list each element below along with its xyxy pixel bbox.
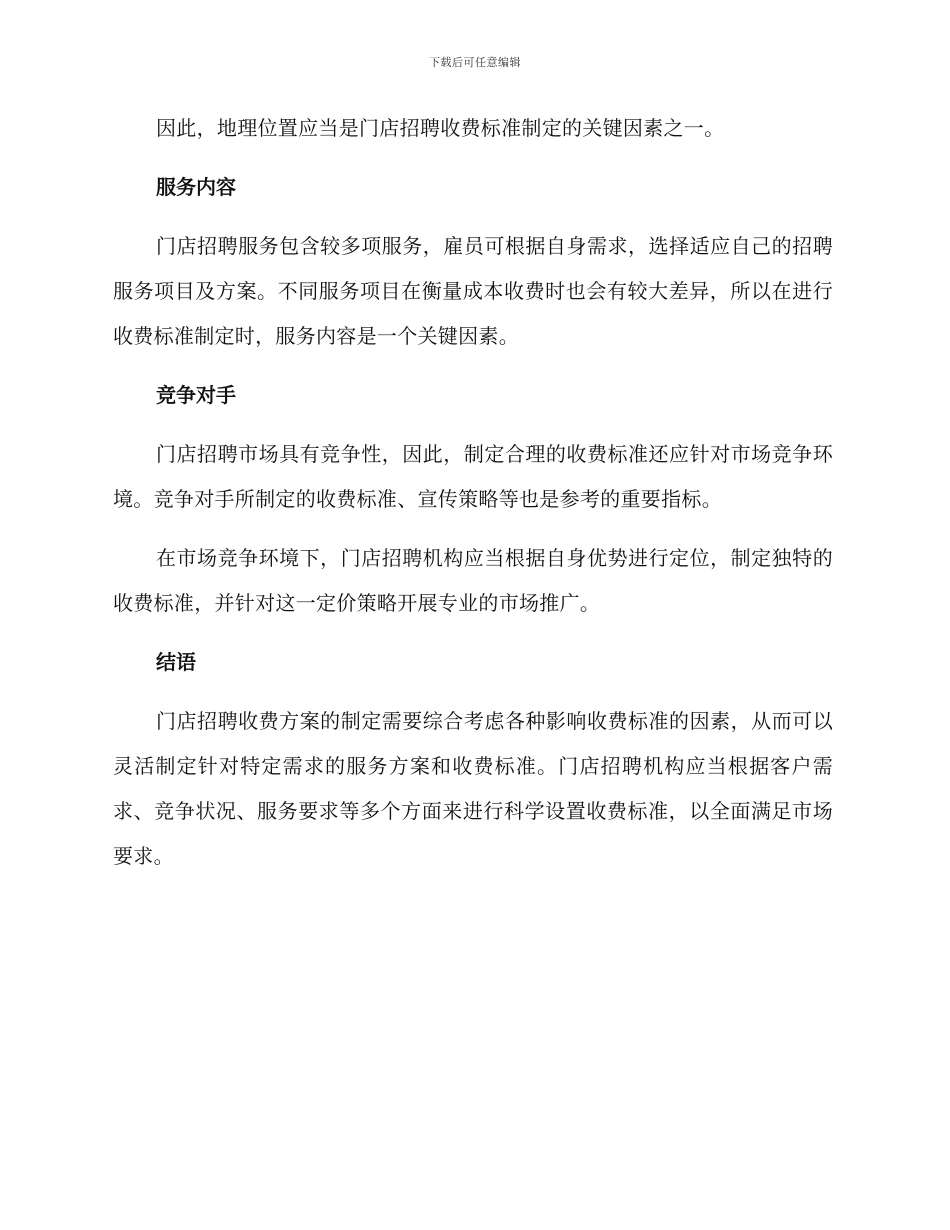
conclusion-paragraph: 门店招聘收费方案的制定需要综合考虑各种影响收费标准的因素，从而可以灵活制定针对特定需求的服务方案和收费标准。门店招聘机构应当根据客户需求、竞争状况、服务要求等多个方面来进行科学设置收费标准，以全面满足市场要求。 xyxy=(113,709,833,868)
document-body xyxy=(113,106,833,879)
heading-conclusion: 结语 xyxy=(156,650,196,674)
header-note: 下载后可任意编辑 xyxy=(429,56,521,69)
service-paragraph: 门店招聘服务包含较多项服务，雇员可根据自身需求，选择适应自己的招聘服务项目及方案。不同服务项目在衡量成本收费时也会有较大差异，所以在进行收费标准制定时，服务内容是一个关键因素。 xyxy=(113,234,833,348)
intro-paragraph: 因此，地理位置应当是门店招聘收费标准制定的关键因素之一。 xyxy=(156,116,725,140)
competition-paragraph-2: 在市场竞争环境下，门店招聘机构应当根据自身优势进行定位，制定独特的收费标准，并针对这一定价策略开展专业的市场推广。 xyxy=(113,546,833,615)
heading-service: 服务内容 xyxy=(156,175,236,199)
heading-competition: 竞争对手 xyxy=(156,383,236,407)
competition-paragraph-1: 门店招聘市场具有竞争性，因此，制定合理的收费标准还应针对市场竞争环境。竞争对手所制定的收费标准、宣传策略等也是参考的重要指标。 xyxy=(113,442,833,511)
